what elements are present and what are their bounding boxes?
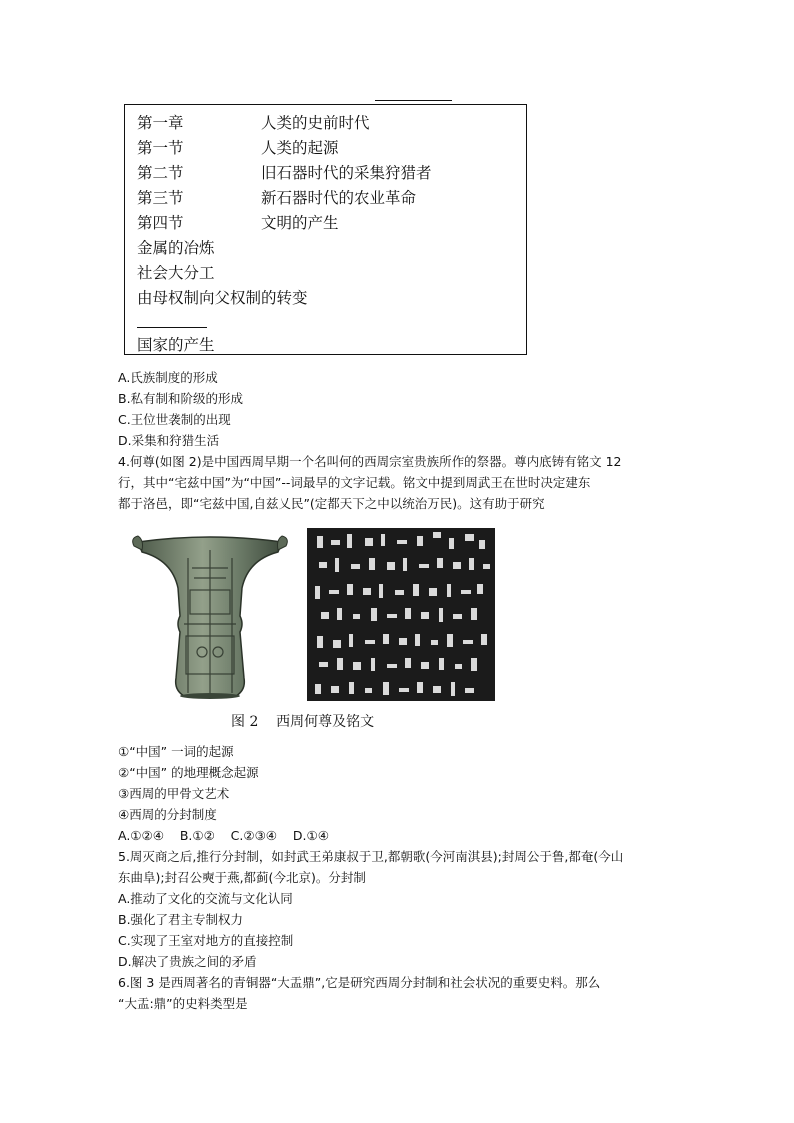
q4-stem-line: 都于洛邑，即“宅兹中国,自兹乂民”(定都天下之中以统治万民)。这有助于研究	[118, 496, 545, 511]
q5-stem-line: 5.周灭商之后,推行分封制，如封武王弟康叔于卫,都朝歌(今河南淇县);封周公于鲁,都奄(今山	[118, 849, 624, 864]
outline-title: 人类的起源	[261, 139, 339, 157]
q4-options: A.①②④ B.①② C.②③④ D.①④	[118, 828, 329, 843]
chapter-outline-box	[124, 104, 527, 355]
outline-title: 文明的产生	[261, 214, 339, 232]
outline-label: 第一节	[137, 139, 184, 157]
outline-label: 第四节	[137, 214, 184, 232]
q4-item: ①“中国” 一词的起源	[118, 744, 234, 759]
outline-row	[137, 186, 416, 208]
outline-label: 第二节	[137, 164, 184, 182]
outline-title: 人类的史前时代	[261, 114, 370, 132]
outline-item: 由母权制向父权制的转变	[137, 289, 308, 307]
outline-row	[137, 211, 339, 233]
q4-item: ②“中国” 的地理概念起源	[118, 765, 259, 780]
outline-item: 金属的冶炼	[137, 239, 215, 257]
outline-item: 国家的产生	[137, 336, 215, 354]
q5-stem-line: 东曲阜);封召公奭于燕,都蓟(今北京)。分封制	[118, 870, 366, 885]
outline-item: 社会大分工	[137, 264, 215, 282]
outline-blank-line	[137, 327, 207, 328]
q6-stem-line: “大盂:鼎”的史料类型是	[118, 996, 248, 1011]
q3-option: D.采集和狩猎生活	[118, 433, 220, 448]
figure-2-caption: 图 2 西周何尊及铭文	[231, 714, 375, 730]
q5-option: B.强化了君主专制权力	[118, 912, 244, 927]
outline-title: 新石器时代的农业革命	[261, 189, 417, 207]
q3-option: C.王位世袭制的出现	[118, 412, 231, 427]
q5-option: A.推动了文化的交流与文化认同	[118, 891, 293, 906]
q3-option: B.私有制和阶级的形成	[118, 391, 244, 406]
q5-option: C.实现了王室对地方的直接控制	[118, 933, 294, 948]
outline-label: 第三节	[137, 189, 184, 207]
q5-option: D.解决了贵族之间的矛盾	[118, 954, 257, 969]
outline-row	[137, 136, 339, 158]
outline-label: 第一章	[137, 114, 184, 132]
outline-row	[137, 161, 432, 183]
q4-item: ④西周的分封制度	[118, 807, 217, 822]
q6-stem-line: 6.图 3 是西周著名的青铜器“大盂鼎”,它是研究西周分封制和社会状况的重要史料。那么	[118, 975, 601, 990]
inscription-rubbing-image	[307, 528, 495, 701]
outline-row	[137, 111, 370, 133]
he-zun-vessel-image	[128, 528, 292, 703]
q4-stem-line: 4.何尊(如图 2)是中国西周早期一个名叫何的西周宗室贵族所作的祭器。尊内底铸有铭文 12	[118, 454, 622, 469]
answer-blank-line	[375, 100, 452, 101]
outline-title: 旧石器时代的采集狩猎者	[261, 164, 432, 182]
q3-option: A.氏族制度的形成	[118, 370, 218, 385]
q4-stem-line: 行，其中“宅兹中国”为“中国”--词最早的文字记载。铭文中提到周武王在世时决定建东	[118, 475, 591, 490]
q4-item: ③西周的甲骨文艺术	[118, 786, 230, 801]
